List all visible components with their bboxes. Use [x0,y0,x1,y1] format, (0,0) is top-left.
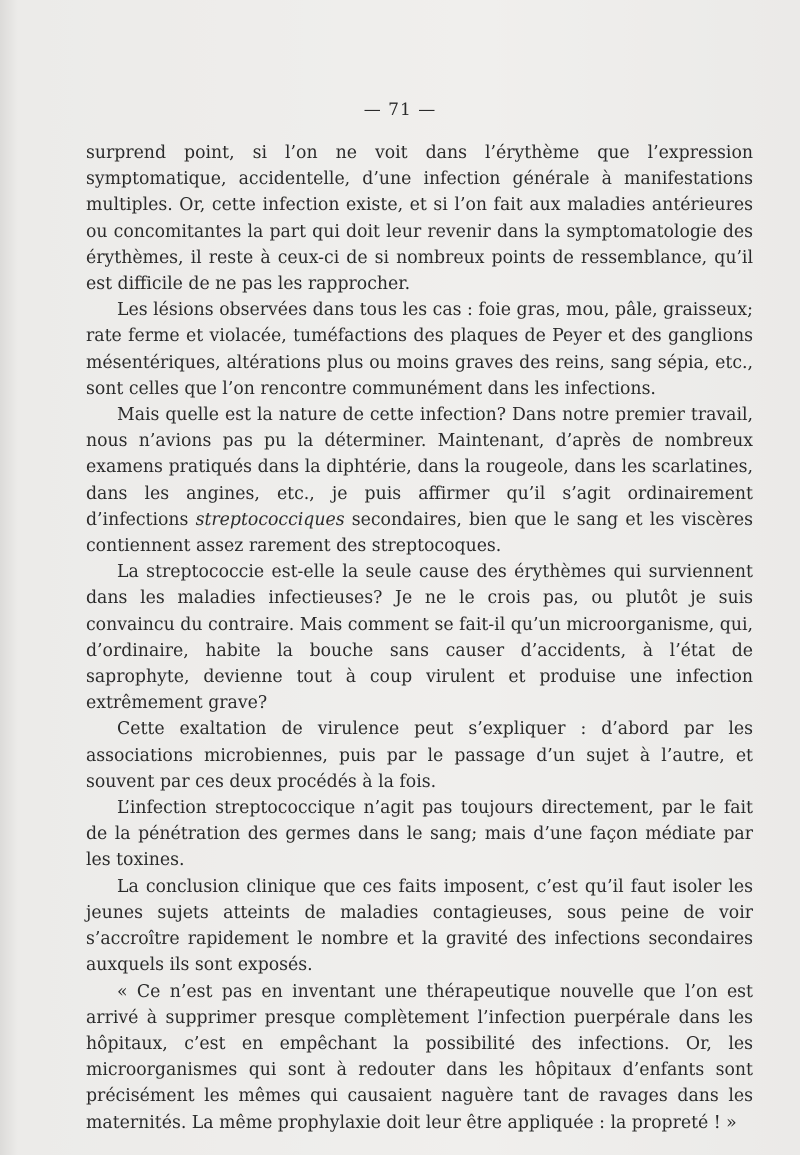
body-text [86,140,753,1136]
paragraph-1: surprend point, si l’on ne voit dans l’érythème que l’expression symptomatique, accidentelle, d’une infection générale à manifestations multiples. Or, cette infection existe, et si l’on fait aux maladies antérieures ou concomitantes la part qui doit leur revenir dans la symptomatologie des érythèmes, il reste à ceux-ci de si nombreux points de ressemblance, qu’il est difficile de ne pas les rapprocher. [86,143,753,295]
paragraph-7: La conclusion clinique que ces faits imposent, c’est qu’il faut isoler les jeunes sujets atteints de maladies contagieuses, sous peine de voir s’accroître rapidement le nombre et la gravité des infections secondaires auxquels ils sont exposés. [86,876,753,976]
paragraph-4: La streptococcie est-elle la seule cause des érythèmes qui surviennent dans les maladies infectieuses? Je ne le crois pas, ou plutôt je suis convaincu du contraire. Mais comment se fait-il qu’un microorganisme, qui, d’ordinaire, habite la bouche sans causer d’accidents, à l’état de saprophyte, devienne tout à coup virulent et produise une infection extrêmement grave? [86,562,753,714]
page-number: — 71 — [363,100,437,120]
paragraph-6: L’infection streptococcique n’agit pas toujours directement, par le fait de la pénétration des germes dans le sang; mais d’une façon médiate par les toxines. [86,798,753,871]
paragraph-3 [86,402,753,559]
paragraph-3-text-b: secondaires, bien que le sang et les viscères contiennent assez rarement des streptocoques. [86,509,753,557]
paragraph-5: Cette exaltation de virulence peut s’expliquer : d’abord par les associations microbiennes, puis par le passage d’un sujet à l’autre, et souvent par ces deux procédés à la fois. [86,719,753,792]
paragraph-8: « Ce n’est pas en inventant une thérapeutique nouvelle que l’on est arrivé à supprimer presque complètement l’infection puerpérale dans les hôpitaux, c’est en empêchant la possibilité des infections. Or, les microorganismes qui sont à redouter dans les hôpitaux d’enfants sont précisément les mêmes qui causaient naguère tant de ravages dans les maternités. La même prophylaxie doit leur être appliquée : la propreté ! » [86,981,753,1133]
paragraph-2: Les lésions observées dans tous les cas : foie gras, mou, pâle, graisseux; rate ferme et violacée, tuméfactions des plaques de Peyer et des ganglions mésentériques, altérations plus ou moins graves des reins, sang sépia, etc., sont celles que l’on rencontre communément dans les infections. [86,300,753,399]
italic-term: streptococciques [195,509,345,530]
paragraph-3-text-a: Mais quelle est la nature de cette infection? Dans notre premier travail, nous n’avions pas pu la déterminer. Maintenant, d’après de nombreux examens pratiqués dans la diphtérie, dans la rougeole, dans les scarlatines, dans les angines, etc., je puis affirmer qu’il s’agit ordinairement d’infections [86,405,753,530]
